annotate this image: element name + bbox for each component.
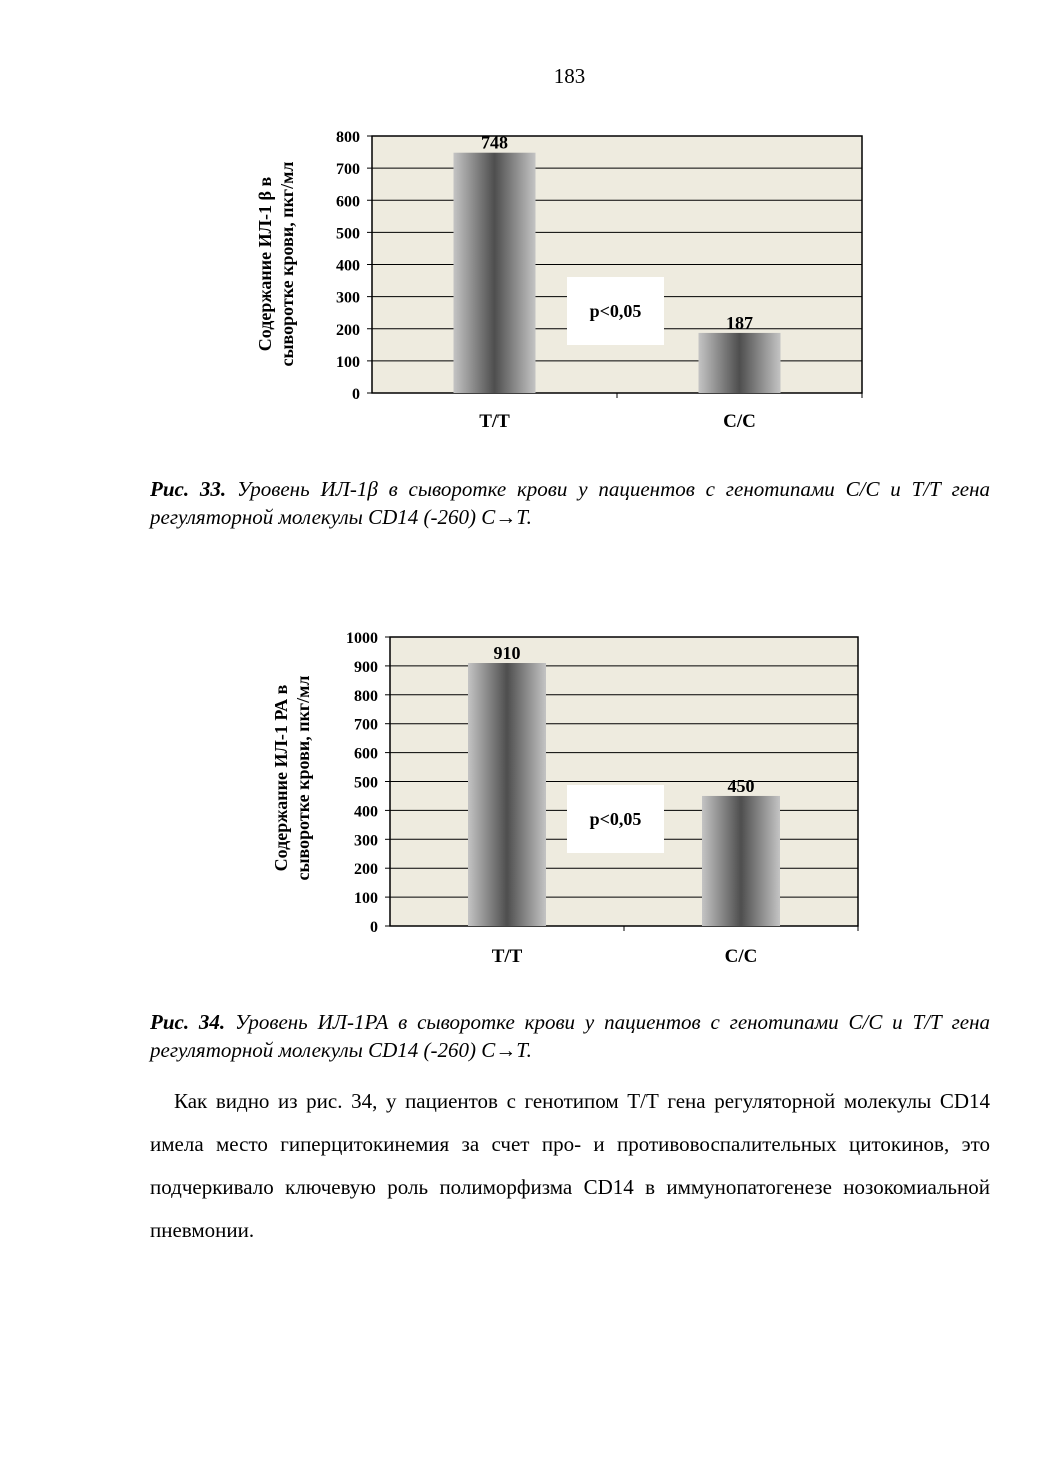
- chart-33-y-tick-label: 300: [336, 289, 360, 307]
- chart-34-y-tick-label: 1000: [346, 630, 378, 647]
- chart-33-annotation-text: p<0,05: [589, 301, 642, 321]
- chart-33-y-tick-label: 400: [336, 257, 360, 275]
- chart-34-y-tick-label: 300: [354, 832, 378, 850]
- chart-34-y-axis-label: Содержание ИЛ-1 РА в сыворотке крови, пкг/мл: [271, 675, 313, 881]
- chart-33-y-tick-label: 600: [336, 193, 360, 211]
- chart-34-y-tick-label: 0: [370, 919, 378, 936]
- chart-34-data-label: 910: [493, 643, 521, 664]
- chart-34-y-tick-label: 900: [354, 658, 378, 676]
- figure-34-caption: Рис. 34. Уровень ИЛ-1РА в сыворотке крови у пациентов с генотипами С/С и Т/Т гена регуляторной молекулы CD14 (-260) С→Т.: [150, 1010, 991, 1062]
- chart-33-y-tick-label: 100: [336, 353, 360, 371]
- chart-34-y-tick-label: 600: [354, 745, 378, 763]
- chart-34-x-tick-label: T/T: [491, 946, 523, 967]
- chart-34-bar-cc: [702, 796, 780, 926]
- chart-34-y-tick-label: 400: [354, 803, 378, 821]
- chart-33-x-tick-label: C/C: [723, 411, 756, 432]
- body-paragraph: Как видно из рис. 34, у пациентов с генотипом Т/Т гена регуляторной молекулы CD14 имела место гиперцитокинемия за счет про- и противовоспалительных цитокинов, это подчеркивало ключевую роль полиморфизма CD14 в иммунопатогенезе нозокомиальной пневмонии.: [150, 1089, 990, 1242]
- chart-33-x-tick-label: T/T: [479, 411, 510, 432]
- chart-34-x-tick-label: C/C: [724, 946, 758, 967]
- chart-34-bar-tt: [468, 663, 546, 926]
- chart-34-y-tick-label: 700: [354, 716, 378, 734]
- chart-34-y-tick-label: 200: [354, 861, 378, 879]
- chart-33-y-tick-label: 800: [336, 129, 360, 146]
- chart-33-y-tick-label: 500: [336, 225, 360, 243]
- chart-34-annotation-text: p<0,05: [589, 809, 642, 829]
- chart-33-data-label: 187: [726, 312, 753, 333]
- chart-34-y-tick-label: 800: [354, 687, 378, 705]
- chart-33-y-tick-label: 200: [336, 321, 360, 339]
- figure-33-caption: Рис. 33. Уровень ИЛ-1β в сыворотке крови у пациентов с генотипами С/С и Т/Т гена регуляторной молекулы CD14 (-260) С→Т.: [150, 477, 990, 529]
- chart-34-data-label: 450: [727, 775, 755, 796]
- chart-33-y-tick-label: 700: [336, 161, 360, 179]
- chart-33-y-axis-label: Содержание ИЛ-1 β в сыворотке крови, пкг/мл: [255, 161, 297, 367]
- chart-34-y-tick-label: 500: [354, 774, 378, 792]
- chart-34-y-tick-label: 100: [354, 890, 378, 908]
- chart-33-data-label: 748: [481, 132, 508, 153]
- chart-33-y-tick-label: 0: [352, 386, 360, 403]
- page-number: 183: [553, 64, 586, 88]
